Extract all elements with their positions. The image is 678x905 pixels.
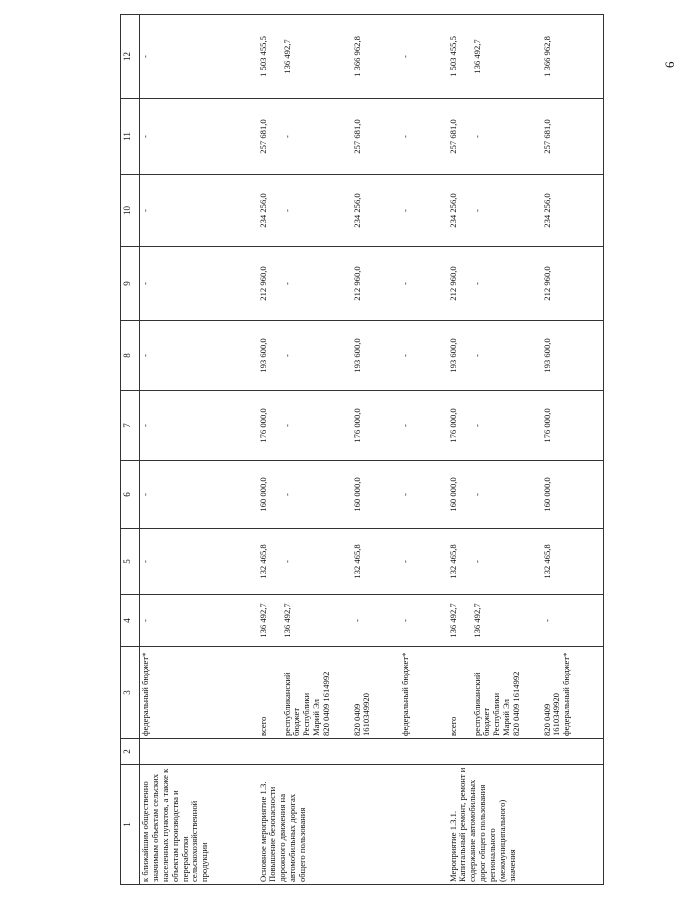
cell-value: 1 503 455,5: [448, 15, 472, 99]
cell-value: -: [352, 595, 400, 647]
col-header: 11: [121, 99, 140, 175]
cell-value: 136 492,7: [258, 595, 282, 647]
cell-value: -: [400, 321, 448, 391]
cell-value: 160 000,0: [258, 461, 282, 529]
col-header: 6: [121, 461, 140, 529]
col-header: 8: [121, 321, 140, 391]
cell-funding-source: 820 0409 1610349920 федеральный бюджет*: [542, 647, 604, 739]
col-header: 1: [121, 765, 140, 885]
cell-value: 176 000,0: [448, 391, 472, 461]
cell-value: 257 681,0: [542, 99, 604, 175]
cell-value: -: [472, 529, 542, 595]
cell-value: -: [282, 175, 352, 247]
cell-value: 257 681,0: [258, 99, 282, 175]
cell-funding-source: республиканский бюджет Республики Марий Эл 820 0409 1614992: [472, 647, 542, 739]
cell-value: 160 000,0: [542, 461, 604, 529]
cell-value: 136 492,7: [448, 595, 472, 647]
cell-value: -: [140, 391, 258, 461]
cell-value: -: [140, 321, 258, 391]
cell-value: -: [282, 247, 352, 321]
table-row: [400, 15, 448, 885]
col-header: 5: [121, 529, 140, 595]
col-header: 4: [121, 595, 140, 647]
cell-value: -: [140, 15, 258, 99]
cell-value: -: [400, 391, 448, 461]
cell-col2: [542, 739, 604, 765]
cell-value: 136 492,7: [472, 15, 542, 99]
budget-table: [120, 14, 604, 885]
cell-value: -: [140, 175, 258, 247]
cell-value: -: [400, 461, 448, 529]
cell-value: -: [542, 595, 604, 647]
cell-value: -: [140, 99, 258, 175]
table-row: [140, 15, 258, 885]
cell-value: 212 960,0: [352, 247, 400, 321]
col-header: 9: [121, 247, 140, 321]
cell-value: -: [140, 247, 258, 321]
cell-program-name: к ближайшим общественно значимым объектам сельских населенных пунктов, а также к объектам производства и переработки сельскохозяйственной продукции: [140, 765, 258, 885]
cell-value: -: [400, 99, 448, 175]
cell-value: 257 681,0: [448, 99, 472, 175]
cell-funding-source: 820 0409 1610349920: [352, 647, 400, 739]
cell-value: -: [400, 175, 448, 247]
cell-col2: [472, 739, 542, 765]
cell-col2: [282, 739, 352, 765]
cell-value: -: [400, 247, 448, 321]
header-row: [121, 15, 140, 885]
table-row: [352, 15, 400, 885]
cell-value: -: [400, 529, 448, 595]
table-row: [282, 15, 352, 885]
cell-value: -: [400, 15, 448, 99]
col-header: 10: [121, 175, 140, 247]
cell-value: 212 960,0: [542, 247, 604, 321]
cell-value: 234 256,0: [352, 175, 400, 247]
cell-value: -: [472, 99, 542, 175]
cell-value: -: [282, 461, 352, 529]
cell-col2: [352, 739, 400, 765]
col-header: 7: [121, 391, 140, 461]
cell-value: 212 960,0: [258, 247, 282, 321]
cell-value: 1 366 962,8: [542, 15, 604, 99]
cell-value: 132 465,8: [448, 529, 472, 595]
cell-value: 160 000,0: [352, 461, 400, 529]
page-number: 6: [662, 61, 677, 68]
cell-value: -: [472, 247, 542, 321]
cell-value: 136 492,7: [282, 15, 352, 99]
cell-value: 193 600,0: [258, 321, 282, 391]
cell-value: 234 256,0: [542, 175, 604, 247]
cell-value: -: [472, 391, 542, 461]
cell-value: -: [472, 175, 542, 247]
cell-value: -: [400, 595, 448, 647]
cell-value: -: [282, 529, 352, 595]
table-row: [472, 15, 542, 885]
cell-value: 176 000,0: [258, 391, 282, 461]
cell-funding-source: федеральный бюджет*: [400, 647, 448, 739]
cell-value: 1 503 455,5: [258, 15, 282, 99]
cell-value: 234 256,0: [258, 175, 282, 247]
rotated-sheet: [120, 35, 572, 885]
cell-value: -: [140, 461, 258, 529]
col-header: 3: [121, 647, 140, 739]
cell-value: 176 000,0: [542, 391, 604, 461]
cell-funding-source: всего: [448, 647, 472, 739]
cell-value: -: [282, 391, 352, 461]
cell-value: -: [472, 461, 542, 529]
cell-value: 136 492,7: [282, 595, 352, 647]
cell-col2: [400, 739, 448, 765]
cell-value: 160 000,0: [448, 461, 472, 529]
cell-value: 132 465,8: [258, 529, 282, 595]
cell-value: 1 366 962,8: [352, 15, 400, 99]
cell-col2: [258, 739, 282, 765]
cell-value: 234 256,0: [448, 175, 472, 247]
cell-funding-source: федеральный бюджет*: [140, 647, 258, 739]
cell-value: 132 465,8: [352, 529, 400, 595]
cell-col2: [448, 739, 472, 765]
cell-value: 193 600,0: [448, 321, 472, 391]
cell-value: 132 465,8: [542, 529, 604, 595]
cell-col2: [140, 739, 258, 765]
col-header: 2: [121, 739, 140, 765]
cell-value: -: [140, 595, 258, 647]
cell-funding-source: всего: [258, 647, 282, 739]
cell-value: -: [140, 529, 258, 595]
cell-program-name: Основное мероприятие 1.3. Повышение безопасности дорожного движения на автомобильных дорогах общего пользования: [258, 765, 448, 885]
cell-value: -: [472, 321, 542, 391]
cell-value: 212 960,0: [448, 247, 472, 321]
cell-value: 136 492,7: [472, 595, 542, 647]
cell-value: 193 600,0: [542, 321, 604, 391]
cell-funding-source: республиканский бюджет Республики Марий Эл 820 0409 1614992: [282, 647, 352, 739]
cell-program-name: Мероприятие 1.3.1. Капитальный ремонт, ремонт и содержание автомобильных дорог общего пользования регионального (межмуниципального) значения: [448, 765, 604, 885]
table-row: [448, 15, 472, 885]
cell-value: 176 000,0: [352, 391, 400, 461]
cell-value: -: [282, 99, 352, 175]
table-row: [258, 15, 282, 885]
cell-value: -: [282, 321, 352, 391]
cell-value: 257 681,0: [352, 99, 400, 175]
cell-value: 193 600,0: [352, 321, 400, 391]
table-row: [542, 15, 604, 885]
col-header: 12: [121, 15, 140, 99]
